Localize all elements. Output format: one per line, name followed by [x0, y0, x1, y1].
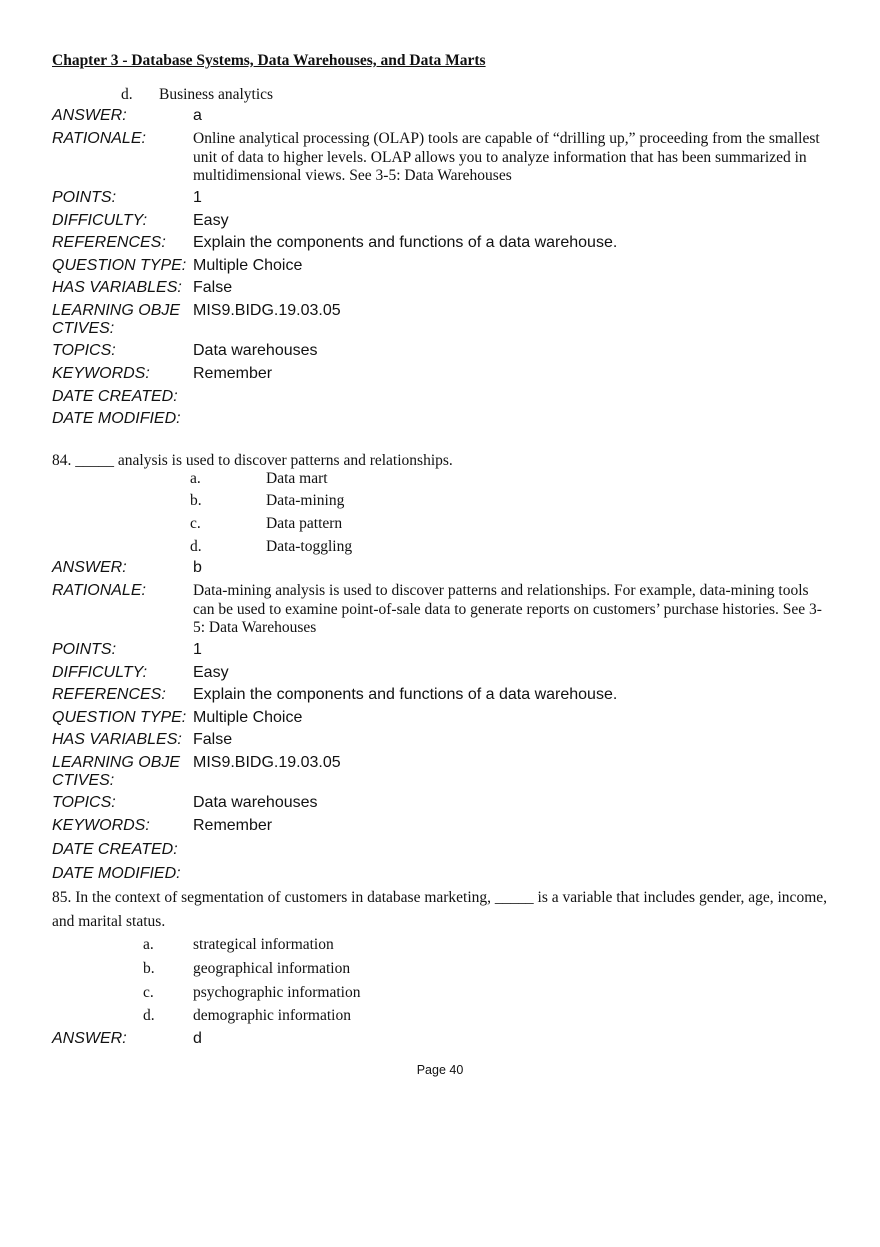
option-text: strategical information	[193, 936, 334, 953]
has-variables-value: False	[193, 731, 233, 748]
rationale-text: Data-mining analysis is used to discover patterns and relationships. For example, data-mining tools can be used to examine point-of-sale data to generate reports on customers’ purchase histories. See 3-5: Data Warehouses	[193, 582, 822, 636]
option-letter: c.	[190, 515, 201, 532]
option-text: Data mart	[266, 470, 328, 487]
option-letter: d.	[190, 538, 202, 555]
question-type-value: Multiple Choice	[193, 257, 303, 274]
option-letter: d.	[143, 1007, 155, 1024]
difficulty-value: Easy	[193, 212, 229, 229]
question-text: 85. In the context of segmentation of customers in database marketing, _____ is a variable that includes gender, age, income, and marital status.	[52, 889, 827, 930]
points-label: POINTS:	[52, 641, 117, 658]
option-letter: a.	[190, 470, 201, 487]
has-variables-value: False	[193, 279, 233, 296]
date-modified-label: DATE MODIFIED:	[52, 865, 181, 882]
option-text: geographical information	[193, 960, 351, 977]
option-text: Data-toggling	[266, 538, 353, 555]
rationale-label: RATIONALE:	[52, 582, 146, 599]
has-variables-label: HAS VARIABLES:	[52, 279, 182, 296]
option-letter: c.	[143, 984, 154, 1001]
date-created-label: DATE CREATED:	[52, 388, 178, 405]
topics-value: Data warehouses	[193, 794, 318, 811]
page-number: Page 40	[416, 1063, 464, 1077]
topics-label: TOPICS:	[52, 342, 116, 359]
learning-objectives-value: MIS9.BIDG.19.03.05	[193, 754, 341, 771]
question-text: 84. _____ analysis is used to discover patterns and relationships.	[52, 452, 453, 469]
difficulty-value: Easy	[193, 664, 229, 681]
answer-label: ANSWER:	[52, 1030, 127, 1047]
answer-value: b	[193, 559, 202, 576]
keywords-value: Remember	[193, 817, 273, 834]
question-type-value: Multiple Choice	[193, 709, 303, 726]
answer-label: ANSWER:	[52, 559, 127, 576]
answer-value: a	[193, 107, 202, 124]
learning-objectives-label: LEARNING OBJECTIVES:	[52, 302, 181, 337]
option-text: Data-mining	[266, 492, 345, 509]
option-text: Business analytics	[159, 86, 274, 103]
question-type-label: QUESTION TYPE:	[52, 709, 187, 726]
topics-value: Data warehouses	[193, 342, 318, 359]
topics-label: TOPICS:	[52, 794, 116, 811]
references-label: REFERENCES:	[52, 686, 166, 703]
chapter-title: Chapter 3 - Database Systems, Data Warehouses, and Data Marts	[52, 52, 486, 69]
references-value: Explain the components and functions of a data warehouse.	[193, 234, 618, 251]
keywords-label: KEYWORDS:	[52, 365, 150, 382]
option-letter: b.	[190, 492, 202, 509]
points-value: 1	[193, 641, 202, 658]
answer-value: d	[193, 1030, 202, 1047]
has-variables-label: HAS VARIABLES:	[52, 731, 182, 748]
option-text: Data pattern	[266, 515, 343, 532]
question-type-label: QUESTION TYPE:	[52, 257, 187, 274]
learning-objectives-value: MIS9.BIDG.19.03.05	[193, 302, 341, 319]
rationale-text: Online analytical processing (OLAP) tools are capable of “drilling up,” proceeding from the smallest unit of data to higher levels. OLAP allows you to analyze information that has been summarized in multidimensional views. See 3-5: Data Warehouses	[193, 130, 820, 184]
points-label: POINTS:	[52, 189, 117, 206]
difficulty-label: DIFFICULTY:	[52, 212, 148, 229]
option-letter: d.	[121, 86, 133, 103]
option-text: demographic information	[193, 1007, 351, 1024]
date-modified-label: DATE MODIFIED:	[52, 410, 181, 427]
references-value: Explain the components and functions of a data warehouse.	[193, 686, 618, 703]
points-value: 1	[193, 189, 202, 206]
rationale-label: RATIONALE:	[52, 130, 146, 147]
option-letter: a.	[143, 936, 154, 953]
keywords-value: Remember	[193, 365, 273, 382]
answer-label: ANSWER:	[52, 107, 127, 124]
learning-objectives-label: LEARNING OBJECTIVES:	[52, 754, 181, 789]
references-label: REFERENCES:	[52, 234, 166, 251]
date-created-label: DATE CREATED:	[52, 841, 178, 858]
keywords-label: KEYWORDS:	[52, 817, 150, 834]
difficulty-label: DIFFICULTY:	[52, 664, 148, 681]
option-text: psychographic information	[193, 984, 361, 1001]
option-letter: b.	[143, 960, 155, 977]
